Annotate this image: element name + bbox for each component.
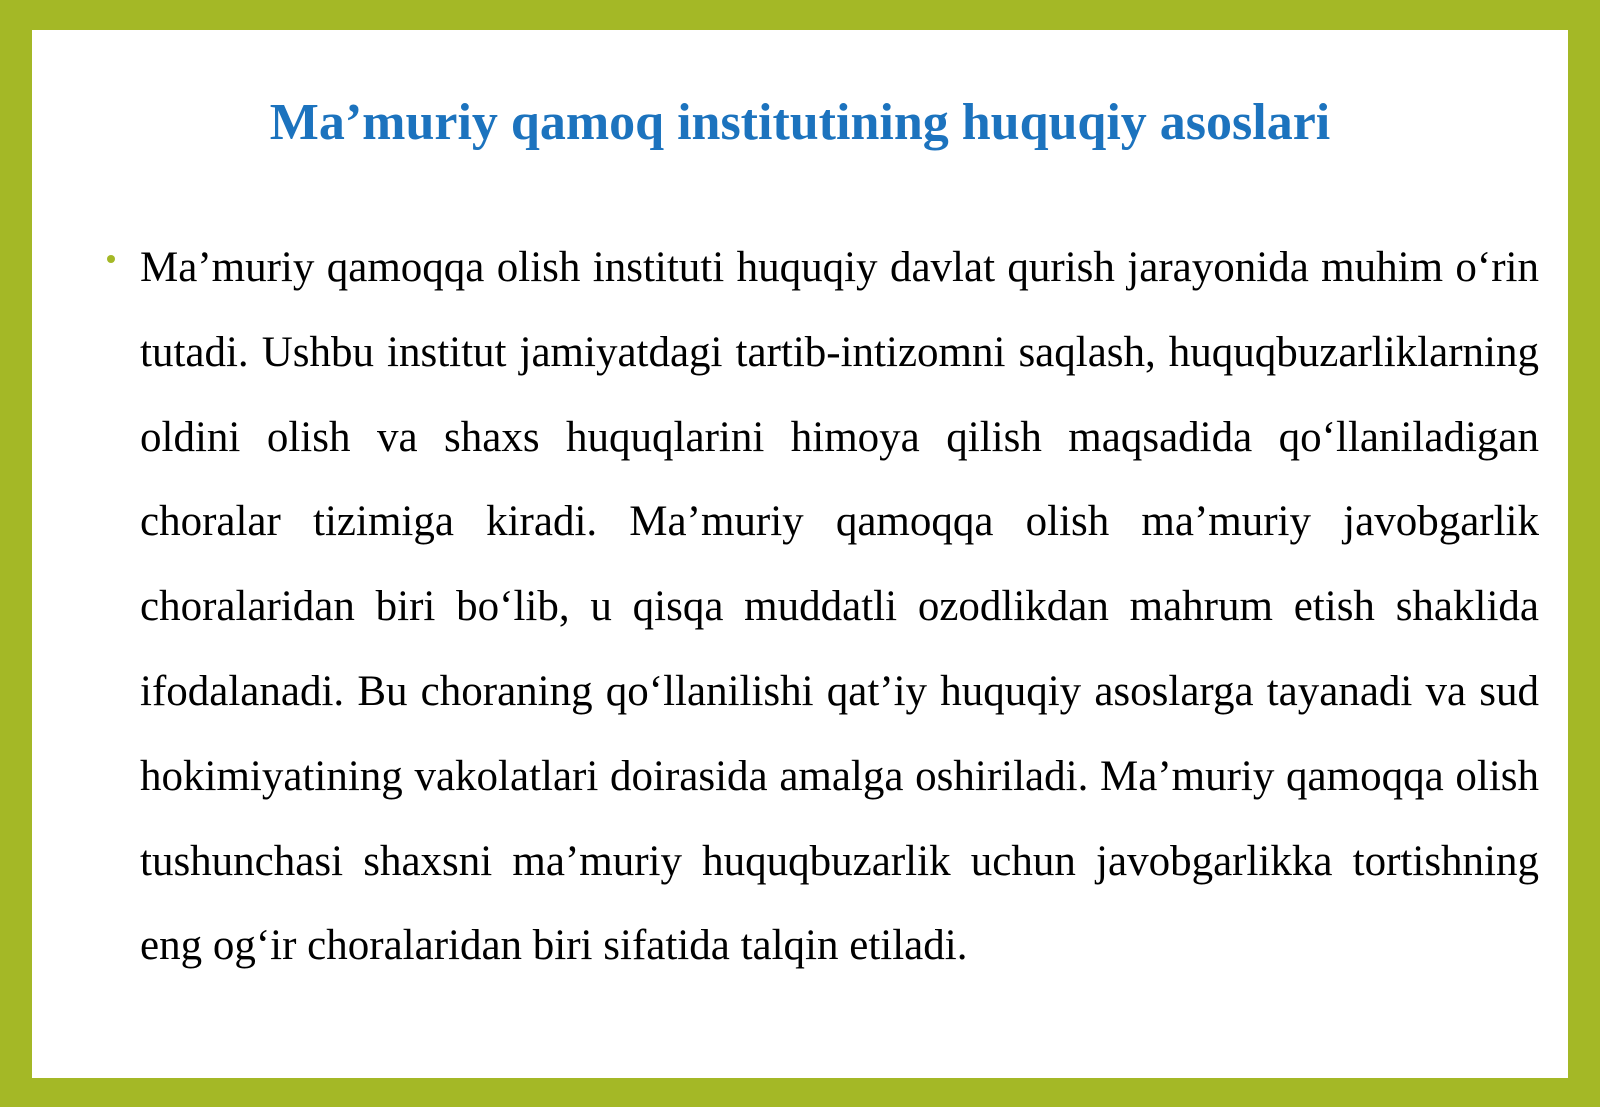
bullet-item bbox=[107, 226, 1539, 989]
slide bbox=[32, 30, 1568, 1078]
bullet-text: Ma’muriy qamoqqa olish instituti huquqiy davlat qurish jarayonida muhim o‘rin tutadi. Ushbu institut jamiyatdagi tartib-intizomni saqlash, huquqbuzarliklarning oldini olish va shaxs huquqlarini himoya qilish maqsadida qo‘llaniladigan choralar tizimiga kiradi. Ma’muriy qamoqqa olish ma’muriy javobgarlik choralaridan biri bo‘lib, u qisqa muddatli ozodlikdan mahrum etish shaklida ifodalanadi. Bu choraning qo‘llanilishi qat’iy huquqiy asoslarga tayanadi va sud hokimiyatining vakolatlari doirasida amalga oshiriladi. Ma’muriy qamoqqa olish tushunchasi shaxsni ma’muriy huquqbuzarlik uchun javobgarlikka tortishning eng og‘ir choralaridan biri sifatida talqin etiladi. bbox=[140, 244, 1539, 970]
slide-title: Ma’muriy qamoq institutining huquqiy asoslari bbox=[269, 94, 1331, 151]
bullet-dot-icon bbox=[107, 255, 115, 263]
